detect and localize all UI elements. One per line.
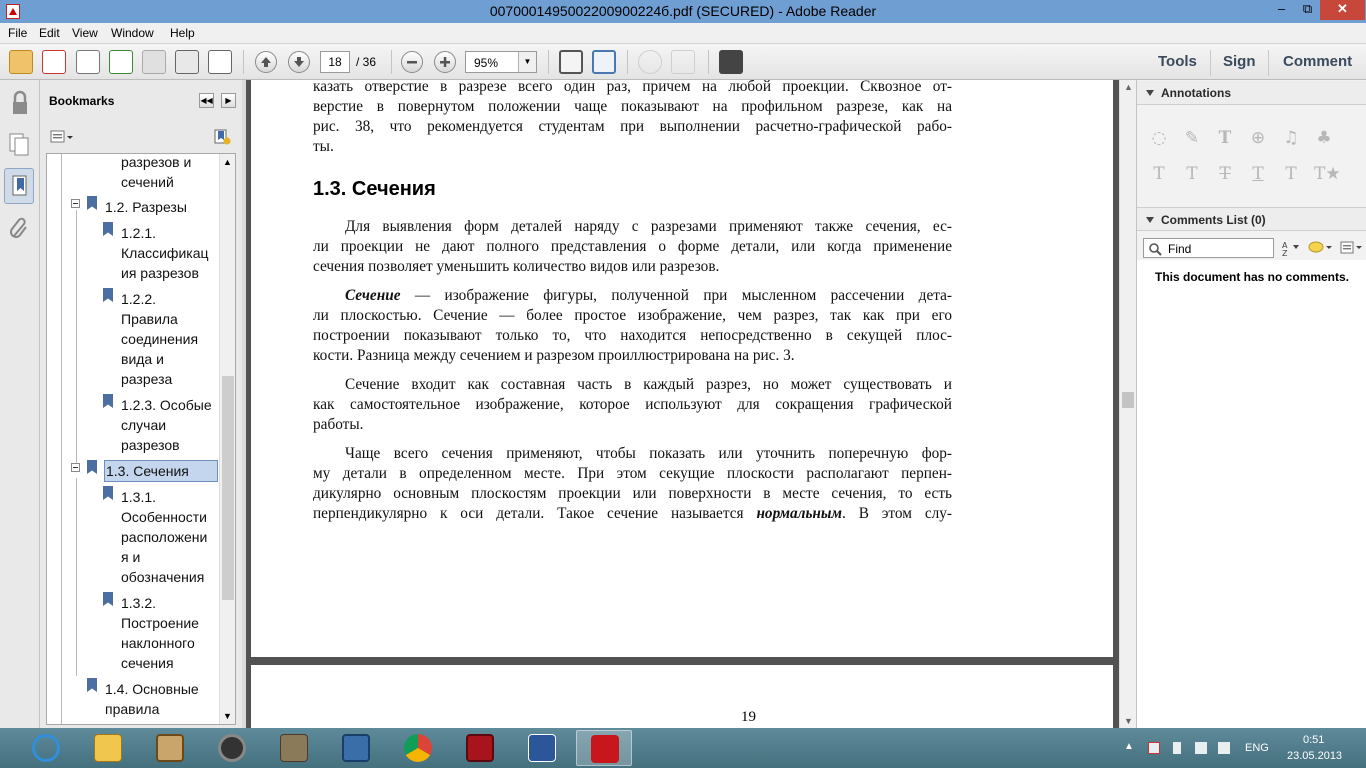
previous-page-button[interactable] <box>255 51 277 73</box>
speaker-app-icon <box>218 734 246 762</box>
clock-time[interactable]: 0:51 <box>1303 734 1325 746</box>
text-line: построении показывают только то, что находится непосредственно в секущей плос- <box>313 327 952 344</box>
print-icon[interactable] <box>175 50 199 74</box>
text-line: казать отверстие в разрезе всего один раз, причем на любой проекции. Сквозное от- <box>313 80 952 95</box>
input-language[interactable]: ENG <box>1245 742 1269 754</box>
zoom-select[interactable] <box>465 51 537 73</box>
menu-view[interactable]: View <box>72 26 98 40</box>
bookmark-item-1-4[interactable] <box>105 679 199 719</box>
sort-az-icon <box>1281 239 1301 257</box>
page-thumbnails-button[interactable] <box>4 126 34 162</box>
next-page-button[interactable] <box>288 51 310 73</box>
paragraph-4 <box>313 444 952 524</box>
comment-options-button[interactable] <box>1339 239 1365 257</box>
minimize-button[interactable] <box>1268 0 1295 20</box>
bookmark-item-label: 1.2.3. Особые <box>121 397 212 413</box>
bookmark-item-label: 1.2. Разрезы <box>105 199 187 215</box>
plus-icon <box>438 55 452 69</box>
comment-tab[interactable]: Comment <box>1283 53 1353 70</box>
bookmark-tree <box>46 153 236 725</box>
battery-icon[interactable] <box>1173 742 1181 754</box>
chevron-down-icon[interactable]: ▼ <box>518 52 536 72</box>
arrow-up-icon <box>259 55 273 69</box>
taskbar-word[interactable] <box>514 730 570 766</box>
paperclip-icon <box>4 212 34 246</box>
collapse-triangle-icon <box>1146 90 1154 96</box>
double-chevron-left-icon: ◀◀ <box>200 96 213 105</box>
page-number-footer: 19 <box>741 709 756 725</box>
file-explorer-icon <box>94 734 122 762</box>
taskbar-power-app[interactable] <box>452 730 508 766</box>
pdf-page-next <box>251 665 1113 735</box>
text-line: рис. 38, что рекомендуется студентам при выполнении расчетно-графической рабо- <box>313 118 952 135</box>
zoom-value: 95% <box>474 56 499 70</box>
paragraph-1 <box>313 217 952 277</box>
annotations-title: Annotations <box>1161 86 1231 100</box>
document-scrollbar[interactable] <box>1119 80 1136 728</box>
network-icon[interactable] <box>1195 742 1207 754</box>
action-center-icon[interactable] <box>1148 742 1160 754</box>
expand-panel-button[interactable] <box>221 93 236 108</box>
new-bookmark-icon <box>212 128 232 146</box>
sign-tab[interactable]: Sign <box>1223 53 1256 70</box>
toolbar-separator <box>1268 50 1269 76</box>
bookmark-icon <box>5 169 35 203</box>
bookmark-icon <box>87 196 97 210</box>
record-audio-icon[interactable]: ♫ <box>1283 128 1299 148</box>
restore-icon: ⧉ <box>1302 1 1313 16</box>
sort-button[interactable] <box>1281 239 1301 257</box>
highlight-text-icon[interactable]: ✎ <box>1184 128 1200 148</box>
text-fragment: перпендикулярно к оси детали. Такое сечение называется <box>313 505 757 522</box>
collapse-panel-button[interactable] <box>199 93 214 108</box>
text-line: Для выявления форм деталей наряду с разрезами применяют также сечения, ес- <box>345 218 952 235</box>
comments-list <box>1137 260 1366 728</box>
navigation-pane-bar <box>0 80 40 728</box>
comment-panel <box>1136 80 1366 728</box>
zoom-in-button[interactable] <box>434 51 456 73</box>
toolbar <box>0 44 1366 80</box>
scrollbar-thumb[interactable] <box>1122 392 1134 408</box>
search-icon <box>1148 242 1162 256</box>
toolbar-separator <box>1210 50 1211 76</box>
menu-bar <box>0 23 1366 44</box>
bookmark-item-1-2-3[interactable] <box>121 395 212 455</box>
menu-help[interactable]: Help <box>170 26 195 40</box>
scroll-down-icon[interactable]: ▼ <box>1124 716 1133 726</box>
options-menu-icon <box>1339 239 1365 257</box>
bookmark-item-label: разреза <box>121 371 173 387</box>
security-button[interactable] <box>4 86 34 122</box>
edit-document-icon[interactable] <box>76 50 100 74</box>
volume-icon[interactable] <box>1218 742 1230 754</box>
term-normalnym: нормальным <box>756 505 843 522</box>
underline-icon[interactable]: T <box>1252 164 1264 184</box>
bookmark-item-label: 1.3.2. <box>121 595 157 611</box>
bookmarks-scrollbar[interactable] <box>219 154 235 724</box>
tray-expand-icon[interactable]: ▲ <box>1124 741 1134 752</box>
power-app-icon <box>466 734 494 762</box>
bookmark-item-label: соединения <box>121 331 199 347</box>
paragraph-2 <box>313 286 952 366</box>
text-line <box>313 504 952 524</box>
toolbar-separator <box>243 50 244 74</box>
toolbar-separator <box>548 50 549 74</box>
sticky-note-icon[interactable] <box>638 50 662 74</box>
chrome-icon <box>404 734 432 762</box>
bookmark-item-label: разрезов и <box>121 154 192 170</box>
pdf-page <box>251 80 1113 657</box>
word-icon <box>528 734 556 762</box>
open-icon[interactable] <box>9 50 33 74</box>
comments-list-title: Comments List (0) <box>1161 213 1266 227</box>
text-fragment: — изображение фигуры, полученной при мысленном рассечении дета- <box>400 287 952 304</box>
bookmark-item-1-3-selected[interactable] <box>104 460 218 482</box>
find-placeholder: Find <box>1168 242 1192 256</box>
attach-file-icon[interactable]: ⊕ <box>1250 128 1266 148</box>
scroll-up-icon[interactable]: ▲ <box>1124 82 1133 92</box>
taskbar-doc-app[interactable] <box>266 730 322 766</box>
bookmark-icon <box>103 288 113 302</box>
taskbar-media-app[interactable] <box>142 730 198 766</box>
window-title: 0070001495002200900224б.pdf (SECURED) - Adobe Reader <box>489 3 877 19</box>
bookmarks-button[interactable] <box>4 168 34 204</box>
bookmark-options-button[interactable] <box>49 128 75 146</box>
sticky-note-icon[interactable]: ◌ <box>1151 128 1167 148</box>
text-line: кости. Разница между сечением и разрезом проиллюстрирована на рис. 3. <box>313 347 795 364</box>
comment-filter-icon <box>1307 239 1333 257</box>
lock-icon <box>4 86 34 120</box>
title-bar <box>0 0 1366 23</box>
paragraph-top <box>313 80 952 157</box>
settings-app-icon <box>342 734 370 762</box>
tree-guide-line <box>76 478 77 676</box>
bookmark-item-label: я и <box>121 549 141 565</box>
collapse-triangle-icon <box>1146 217 1154 223</box>
section-heading: 1.3. Сечения <box>313 178 436 200</box>
media-app-icon <box>156 734 184 762</box>
text-line: Чаще всего сечения применяют, чтобы показать или уточнить поперечную фор- <box>345 445 952 462</box>
text-line <box>313 286 952 306</box>
bookmark-item-label: Построение <box>121 615 199 631</box>
attachments-button[interactable] <box>4 212 34 248</box>
chevron-right-icon: ▶ <box>225 96 232 105</box>
doc-app-icon <box>280 734 308 762</box>
text-fragment: . В этом слу- <box>842 505 952 522</box>
text-line: работы. <box>313 416 364 433</box>
no-comments-message: This document has no comments. <box>1154 270 1350 284</box>
cloud-upload-icon[interactable] <box>109 50 133 74</box>
paragraph-3 <box>313 375 952 435</box>
svg-text:Z: Z <box>1282 249 1288 257</box>
bookmark-item-label: расположени <box>121 529 208 545</box>
bookmark-item-label: наклонного <box>121 635 195 651</box>
restore-button[interactable] <box>1294 0 1321 20</box>
taskbar-speaker-app[interactable] <box>204 730 260 766</box>
bookmark-item-label: 1.2.1. <box>121 225 157 241</box>
stamp-icon[interactable]: ♣ <box>1316 128 1332 148</box>
scrollbar-thumb[interactable] <box>222 376 234 600</box>
bookmarks-title: Bookmarks <box>49 94 115 108</box>
bookmark-icon <box>87 460 97 474</box>
taskbar <box>0 728 1366 768</box>
bookmark-item-label: правила <box>105 701 160 717</box>
text-line: ты. <box>313 138 334 155</box>
menu-file[interactable]: File <box>8 26 28 40</box>
text-line: верстие в повернутом положении чаще показывают на профильном разрезе, как на <box>313 98 952 115</box>
bookmark-item-label: случаи <box>121 417 167 433</box>
bookmarks-panel <box>40 80 242 728</box>
taskbar-internet-explorer[interactable] <box>18 730 74 766</box>
bookmark-item-label: Особенности <box>121 509 207 525</box>
toolbar-separator <box>627 50 628 74</box>
menu-window[interactable]: Window <box>111 26 154 40</box>
bookmark-item-label: разрезов <box>121 437 180 453</box>
tools-tab[interactable]: Tools <box>1158 53 1197 70</box>
filter-comments-button[interactable] <box>1307 239 1333 257</box>
collapse-toggle[interactable] <box>71 199 80 208</box>
add-text-icon[interactable]: T <box>1218 128 1232 148</box>
text-note-icon[interactable]: T <box>1285 164 1297 184</box>
bookmark-icon <box>103 486 113 500</box>
adobe-reader-icon <box>591 735 619 763</box>
bookmark-item-label: сечений <box>121 174 174 190</box>
text-line: ли проекции не дают полного представления о форме детали, или когда применение <box>313 238 952 255</box>
zoom-out-button[interactable] <box>401 51 423 73</box>
fit-page-icon[interactable] <box>559 50 583 74</box>
comments-find-input[interactable] <box>1143 238 1274 258</box>
text-line: сечения позволяет уменьшить количество видов или разрезов. <box>313 258 720 275</box>
bookmark-item-label: вида и <box>121 351 164 367</box>
minimize-icon: – <box>1277 1 1286 16</box>
text-line: Сечение входит как составная часть в каждый разрез, но может существовать и <box>345 376 952 393</box>
clock-date[interactable]: 23.05.2013 <box>1287 750 1343 762</box>
bookmark-item-label: обозначения <box>121 569 205 585</box>
bookmark-item-label: 1.3. Сечения <box>106 463 189 479</box>
highlight-icon[interactable] <box>671 50 695 74</box>
fullscreen-icon[interactable] <box>719 50 743 74</box>
page-total: / 36 <box>356 55 377 69</box>
save-icon[interactable] <box>142 50 166 74</box>
bookmark-item-label: Классификац <box>121 245 209 261</box>
replace-text-icon[interactable]: T <box>1186 164 1198 184</box>
annotations-header[interactable] <box>1137 81 1366 105</box>
bookmark-item-label: Правила <box>121 311 178 327</box>
close-button[interactable] <box>1320 0 1365 20</box>
taskbar-settings-app[interactable] <box>328 730 384 766</box>
toolbar-separator <box>391 50 392 74</box>
scroll-down-icon[interactable]: ▼ <box>223 711 232 721</box>
text-line: му детали в определенном месте. При этом секущие плоскости располагают перпен- <box>313 465 952 482</box>
text-line: дикулярно основным плоскостям проекции или поверхности в месте сечения, то есть <box>313 485 952 502</box>
taskbar-adobe-reader[interactable] <box>576 730 632 766</box>
options-menu-icon <box>49 128 75 146</box>
collapse-toggle[interactable] <box>71 463 80 472</box>
text-line: ли плоскостью. Сечение — более простое изображение, чем разрез, так как при его <box>313 307 952 324</box>
toolbar-separator <box>708 50 709 74</box>
insert-text-icon[interactable]: T <box>1153 164 1165 184</box>
bookmark-icon <box>103 394 113 408</box>
svg-text:A: A <box>1282 241 1288 250</box>
pages-icon <box>4 126 34 160</box>
bookmark-icon <box>103 592 113 606</box>
menu-edit[interactable]: Edit <box>39 26 60 40</box>
bookmark-item-label: 1.2.2. <box>121 291 157 307</box>
tree-guide-line <box>61 154 62 725</box>
bookmark-item-1-2[interactable] <box>105 197 187 217</box>
page-number-input[interactable]: 18 <box>320 51 350 73</box>
bookmark-icon <box>87 678 97 692</box>
create-pdf-icon[interactable] <box>42 50 66 74</box>
new-bookmark-button[interactable] <box>212 128 232 146</box>
bookmark-item-label: 1.3.1. <box>121 489 157 505</box>
text-line: как самостоятельное изображение, которое используют для сокращения графической <box>313 396 952 413</box>
close-icon: ✕ <box>1337 1 1348 16</box>
document-view <box>246 80 1121 728</box>
bookmark-item-1-3-1[interactable] <box>121 487 207 587</box>
bookmark-item-1-2-2[interactable] <box>121 289 198 389</box>
internet-explorer-icon <box>32 734 60 762</box>
bookmark-item-label: ия разрезов <box>121 265 199 281</box>
arrow-down-icon <box>292 55 306 69</box>
bookmark-item-label: 1.4. Основные <box>105 681 199 697</box>
term-secheniye: Сечение <box>345 287 401 304</box>
fit-width-icon[interactable] <box>592 50 616 74</box>
text-stamp-icon[interactable]: T★ <box>1314 164 1341 184</box>
scroll-up-icon[interactable]: ▲ <box>223 157 232 167</box>
tree-guide-line <box>76 210 77 470</box>
bookmark-item-1-2-1[interactable] <box>121 223 209 283</box>
strikethrough-icon[interactable]: T <box>1219 164 1231 184</box>
bookmark-item-1-3-2[interactable] <box>121 593 199 673</box>
taskbar-chrome[interactable] <box>390 730 446 766</box>
comments-list-header[interactable] <box>1137 207 1366 231</box>
email-icon[interactable] <box>208 50 232 74</box>
taskbar-file-explorer[interactable] <box>80 730 136 766</box>
bookmark-item-label: сечения <box>121 655 174 671</box>
bookmark-icon <box>103 222 113 236</box>
minus-icon <box>405 55 419 69</box>
bookmark-item-razrezy-i-secheniy[interactable] <box>121 153 191 192</box>
